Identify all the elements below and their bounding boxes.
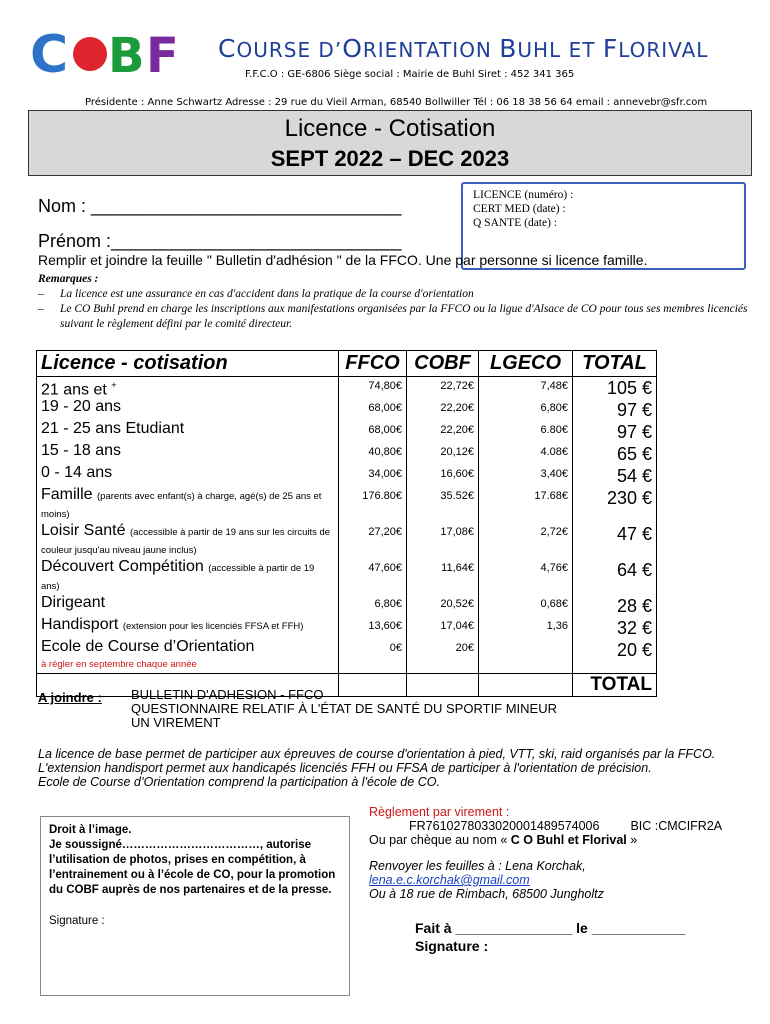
remark-item: – Le CO Buhl prend en charge les inscriptions aux manifestations organisées par la FFCO ou la ligue d'Alsace de CO pour tous ses membres licenciés suivant le règlement défini par le comité directeur.	[38, 302, 758, 332]
fee-ffco: 40,80€	[339, 443, 407, 465]
category-note: (extension pour les licenciés FFSA et FFH)	[122, 621, 304, 632]
fee-lgeco: 3,40€	[479, 465, 573, 487]
category-name: 21 ans et	[41, 381, 107, 399]
fee-row	[37, 617, 657, 639]
fee-total: 105 €	[573, 377, 657, 400]
fee-total: 54 €	[573, 465, 657, 487]
category-name: 19 - 20 ans	[41, 398, 122, 415]
fee-total: 97 €	[573, 421, 657, 443]
fait-a-field[interactable]: Fait à _______________ le ____________	[415, 920, 686, 936]
fee-ffco: 74,80€	[339, 377, 407, 400]
category-red-note: à régler en septembre chaque année	[41, 659, 197, 670]
club-logo	[28, 22, 188, 84]
licence-number-field[interactable]: LICENCE (numéro) :	[473, 189, 574, 201]
q-sante-field[interactable]: Q SANTE (date) :	[473, 217, 557, 229]
fee-cobf: 17,04€	[407, 617, 479, 639]
cheque-line	[369, 833, 722, 847]
address-line: Ou à 18 rue de Rimbach, 68500 Jungholtz	[369, 887, 604, 901]
signoff	[415, 919, 685, 955]
notes	[38, 747, 758, 789]
fee-total: 64 €	[573, 559, 657, 595]
fee-row	[37, 399, 657, 421]
fee-lgeco: 4,76€	[479, 559, 573, 595]
club-title-rest: LORIVAL	[618, 38, 709, 62]
fee-lgeco: 17.68€	[479, 487, 573, 523]
fee-row	[37, 523, 657, 559]
image-rights-title: Droit à l’image.	[49, 824, 132, 836]
club-title-cap: B	[499, 34, 518, 63]
club-title	[218, 34, 708, 63]
season-title: SEPT 2022 – DEC 2023	[270, 146, 510, 171]
fee-row	[37, 487, 657, 523]
fee-ffco: 6,80€	[339, 595, 407, 617]
fee-category	[37, 399, 339, 421]
fee-cobf: 11,64€	[407, 559, 479, 595]
remarks	[38, 272, 758, 332]
note-line: Ecole de Course d’Orientation comprend la participation à l'école de CO.	[38, 775, 440, 789]
fee-total: 65 €	[573, 443, 657, 465]
club-title-rest: UHL ET	[517, 38, 603, 62]
fee-ffco: 13,60€	[339, 617, 407, 639]
image-rights-box	[40, 816, 350, 996]
category-name: Handisport	[41, 616, 119, 633]
fee-row	[37, 421, 657, 443]
fee-total: 20 €	[573, 639, 657, 674]
club-title-rest: OURSE D’	[236, 38, 343, 62]
cheque-prefix: Ou par chèque au nom «	[369, 833, 511, 847]
club-title-cap: C	[218, 34, 237, 63]
category-name: 0 - 14 ans	[41, 464, 113, 481]
fee-lgeco: 6.80€	[479, 421, 573, 443]
fee-category	[37, 617, 339, 639]
title-box	[28, 110, 752, 176]
fee-lgeco	[479, 639, 573, 674]
fee-cobf: 22,20€	[407, 421, 479, 443]
svg-text:C: C	[30, 25, 69, 84]
payment-info	[369, 805, 722, 901]
club-title-rest: RIENTATION	[362, 38, 500, 62]
category-name: 21 - 25 ans Etudiant	[41, 420, 185, 437]
category-note: (accessible à partir de 19 ans sur les circuits de couleur jusqu'au niveau jaune inclus)	[41, 527, 331, 556]
fees-table	[36, 350, 657, 697]
category-sup: +	[111, 380, 117, 390]
remarks-label: Remarques :	[38, 273, 99, 285]
club-info-line: F.F.C.O : GE-6806 Siège social : Mairie de Buhl Siret : 452 341 365	[245, 69, 575, 80]
contact-email-link[interactable]: lena.e.c.korchak@gmail.com	[369, 873, 530, 887]
fee-total: 28 €	[573, 595, 657, 617]
category-name: Famille	[41, 486, 93, 503]
fee-lgeco: 1,36	[479, 617, 573, 639]
renvoyer-line: Renvoyer les feuilles à : Lena Korchak,	[369, 859, 586, 873]
fee-lgeco: 7,48€	[479, 377, 573, 400]
category-name: Ecole de Course d’Orientation	[41, 638, 255, 655]
joindre-label: A joindre :	[38, 690, 102, 705]
fee-row	[37, 595, 657, 617]
image-rights-body: Je soussigné………………………………, autorise l’utilisation de photos, prises en compétition, à l’entrainement ou à l’école de CO, pour la promotion du COBF auprès de nos partenaires et de la presse.	[49, 839, 336, 896]
fee-lgeco: 2,72€	[479, 523, 573, 559]
category-name: 15 - 18 ans	[41, 442, 122, 459]
fee-row	[37, 639, 657, 674]
fee-cobf: 35.52€	[407, 487, 479, 523]
fee-ffco: 68,00€	[339, 399, 407, 421]
fee-total: 97 €	[573, 399, 657, 421]
fee-row	[37, 377, 657, 400]
total-label: TOTAL	[573, 674, 657, 697]
fee-ffco: 27,20€	[339, 523, 407, 559]
prenom-field[interactable]: Prénom :_____________________________	[38, 231, 402, 251]
category-note: (parents avec enfant(s) à charge, agé(s) de 25 ans et moins)	[41, 491, 322, 520]
joindre-item: QUESTIONNAIRE RELATIF À L'ÉTAT DE SANTÉ DU SPORTIF MINEUR	[131, 701, 558, 716]
fee-total: 47 €	[573, 523, 657, 559]
cheque-name: C O Buhl et Florival	[510, 833, 627, 847]
fee-total: 32 €	[573, 617, 657, 639]
fee-category	[37, 377, 339, 400]
iban: FR7610278033020001489574006	[409, 819, 600, 833]
header-licence: Licence - cotisation	[37, 351, 339, 377]
fee-lgeco: 6,80€	[479, 399, 573, 421]
fee-total: 230 €	[573, 487, 657, 523]
fee-ffco: 176.80€	[339, 487, 407, 523]
fee-ffco: 68,00€	[339, 421, 407, 443]
svg-text:B: B	[108, 28, 145, 84]
header-ffco: FFCO	[339, 351, 407, 377]
category-note: (accessible à partir de 19 ans)	[41, 563, 315, 592]
president-info-line: Présidente : Anne Schwartz Adresse : 29 rue du Vieil Arman, 68540 Bollwiller Tél : 06 18 38 56 64 email : annevebr@sfr.com	[85, 97, 708, 108]
note-line: L'extension handisport permet aux handicapés licenciés FFH ou FFSA de participer à l'orientation de précision.	[38, 761, 652, 775]
fee-lgeco: 0,68€	[479, 595, 573, 617]
cheque-suffix: »	[626, 833, 638, 847]
signature-field[interactable]: Signature :	[415, 938, 489, 954]
image-rights-signature[interactable]: Signature :	[49, 915, 105, 927]
fee-cobf: 20,12€	[407, 443, 479, 465]
fee-cobf: 16,60€	[407, 465, 479, 487]
fee-category	[37, 465, 339, 487]
category-name: Loisir Santé	[41, 522, 126, 539]
fee-ffco: 47,60€	[339, 559, 407, 595]
fee-ffco: 0€	[339, 639, 407, 674]
instructions: Remplir et joindre la feuille " Bulletin d'adhésion " de la FFCO. Une par personne si licence famille.	[38, 252, 648, 268]
fee-cobf: 22,20€	[407, 399, 479, 421]
category-name: Découvert Compétition	[41, 558, 204, 575]
fee-row	[37, 443, 657, 465]
fee-row	[37, 465, 657, 487]
club-title-cap: O	[342, 34, 363, 63]
payment-title: Règlement par virement :	[369, 805, 510, 819]
bic: BIC :CMCIFR2A	[630, 819, 723, 833]
remark-item: – La licence est une assurance en cas d'accident dans la pratique de la course d'orientation	[38, 287, 758, 302]
fee-category	[37, 639, 339, 674]
category-name: Dirigeant	[41, 594, 106, 611]
iban-line	[369, 819, 722, 833]
fee-cobf: 20,52€	[407, 595, 479, 617]
page-title: Licence - Cotisation	[284, 115, 496, 142]
nom-field[interactable]: Nom : _______________________________	[38, 196, 402, 216]
fee-lgeco: 4.08€	[479, 443, 573, 465]
header-cobf: COBF	[407, 351, 479, 377]
club-title-cap: F	[602, 34, 619, 63]
fee-category	[37, 523, 339, 559]
fee-ffco: 34,00€	[339, 465, 407, 487]
fee-cobf: 20€	[407, 639, 479, 674]
joindre-item: BULLETIN D'ADHESION - FFCO	[131, 687, 324, 702]
fee-category	[37, 421, 339, 443]
header-total: TOTAL	[573, 351, 657, 377]
svg-text:F: F	[146, 28, 179, 84]
fee-cobf: 17,08€	[407, 523, 479, 559]
fee-category	[37, 487, 339, 523]
cert-med-field[interactable]: CERT MED (date) :	[473, 203, 566, 215]
fee-category	[37, 559, 339, 595]
note-line: La licence de base permet de participer aux épreuves de course d'orientation à pied, VTT, ski, raid organisés par la FFCO.	[38, 747, 716, 761]
header-lgeco: LGECO	[479, 351, 573, 377]
fee-row	[37, 559, 657, 595]
fee-category	[37, 595, 339, 617]
fee-category	[37, 443, 339, 465]
joindre-list	[131, 688, 557, 730]
fee-cobf: 22,72€	[407, 377, 479, 400]
joindre-item: UN VIREMENT	[131, 715, 221, 730]
